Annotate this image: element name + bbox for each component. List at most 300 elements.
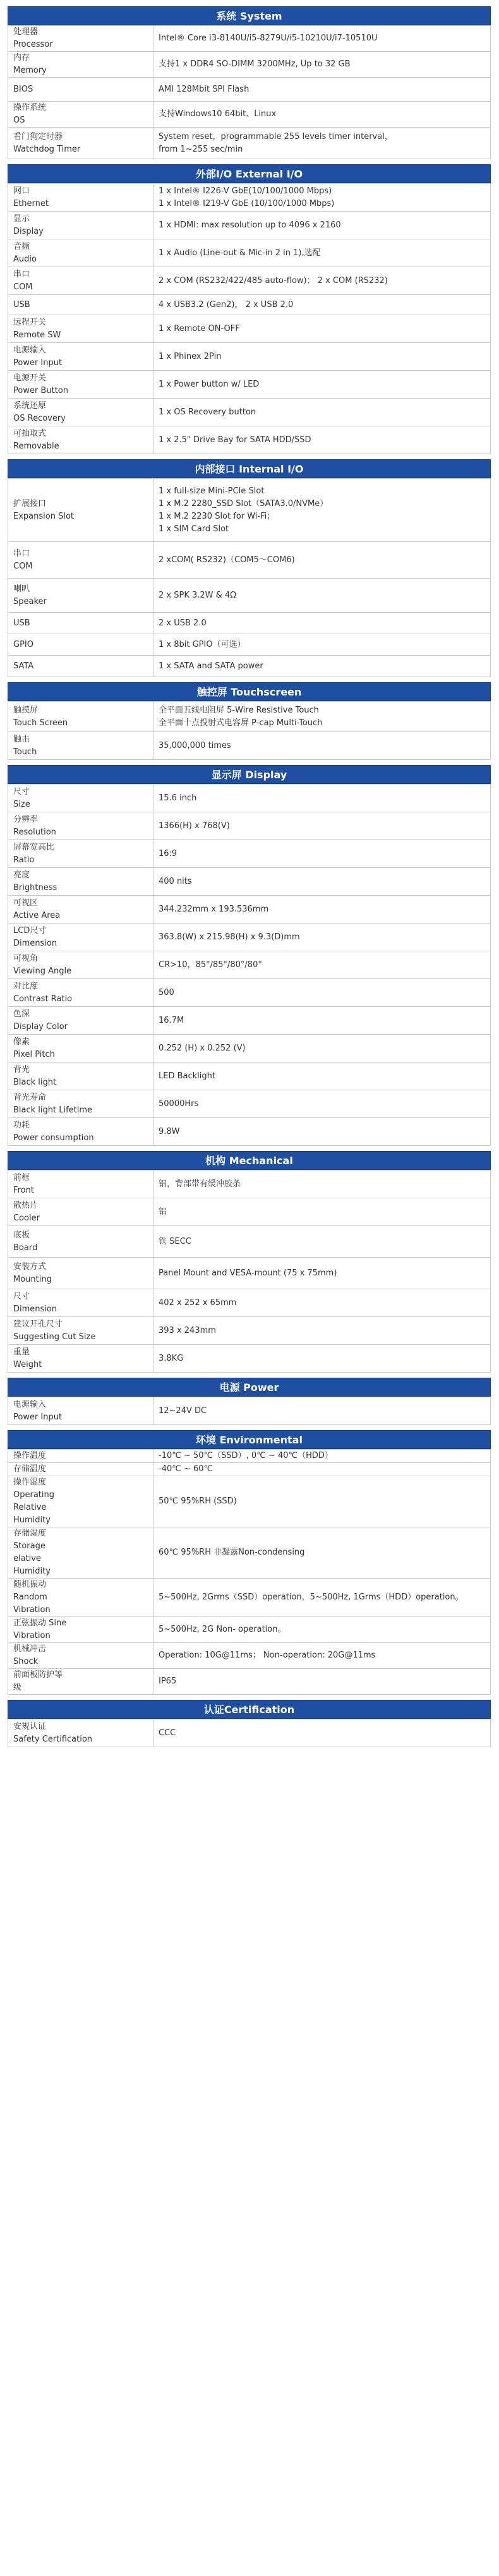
spec-section [8,765,491,1146]
spec-value [153,868,491,896]
spec-value-line: Intel® Core i3-8140U/i5-8279U/i5-10210U/i7-10510U [159,33,378,43]
spec-label-line: 前框 [13,1172,30,1183]
spec-value-line: 0.252 (H) x 0.252 (V) [159,1043,246,1053]
spec-label [8,239,153,267]
spec-label [8,52,153,78]
spec-label [8,1035,153,1062]
spec-label-line: 重量 [13,1347,30,1357]
spec-value-line: 1 x M.2 2280_SSD Slot（SATA3.0/NVMe） [159,498,328,509]
spec-label-line: Watchdog Timer [13,144,81,154]
spec-label-line: Vibration [13,1605,51,1615]
spec-label-line: Brightness [13,882,57,893]
table-row [8,78,491,102]
spec-label [8,1669,153,1695]
spec-value [153,315,491,343]
spec-value [153,26,491,52]
spec-value-line: 1 x 2.5" Drive Bay for SATA HDD/SSD [159,435,311,445]
spec-label-line: 电源开关 [13,373,47,383]
spec-value-line: 9.8W [159,1126,180,1136]
spec-value-line: 35,000,000 times [159,740,231,750]
spec-label [8,896,153,924]
spec-value-line: 1 x HDMI: max resolution up to 4096 x 2160 [159,220,341,230]
spec-label [8,78,153,102]
spec-label [8,1007,153,1035]
spec-label [8,702,153,732]
spec-label-line: Resolution [13,827,56,837]
spec-value-line: 15.6 inch [159,793,197,803]
spec-label [8,542,153,579]
spec-value-line: 5~500Hz, 2G Non- operation。 [159,1625,286,1634]
spec-label [8,656,153,677]
table-row [8,702,491,732]
spec-value [153,1035,491,1062]
spec-value [153,634,491,656]
table-row [8,1289,491,1317]
spec-label-line: 内存 [13,53,30,63]
spec-value [153,1669,491,1695]
spec-label-line: 看门狗定时器 [13,131,63,141]
spec-table [8,1170,491,1373]
spec-label-line: Storage [13,1541,45,1551]
table-row [8,1476,491,1527]
spec-value-line: 16.7M [159,1015,184,1025]
spec-label-line: GPIO [13,639,33,649]
table-row [8,1397,491,1425]
spec-label-line: OS Recovery [13,413,66,423]
spec-value-line: Operation: 10G@11ms； Non-operation: 20G@11ms [159,1651,376,1660]
spec-label-line: Display [13,226,44,236]
spec-label-line: 尺寸 [13,786,30,797]
spec-label [8,613,153,634]
spec-label-line: Power Input [13,358,63,368]
spec-label-line: 安装方式 [13,1261,47,1272]
table-row [8,868,491,896]
table-row [8,951,491,979]
spec-table [8,1719,491,1747]
table-row [8,542,491,579]
spec-label [8,1617,153,1643]
spec-label [8,1476,153,1527]
spec-label [8,1090,153,1118]
spec-label-line: Ethernet [13,198,49,208]
spec-label-line: Expansion Slot [13,511,74,521]
spec-value-line: 铝，背部带有缓冲胶条 [159,1179,241,1189]
spec-label-line: 网口 [13,186,30,196]
spec-label-line: 存储温度 [13,1464,47,1474]
table-row [8,812,491,840]
spec-value-line: System reset，programmable 255 levels timer interval， [159,131,393,141]
spec-value-line: 2 xCOM( RS232)（COM5～COM6) [159,555,295,565]
spec-label [8,426,153,454]
spec-value-line: 12~24V DC [159,1405,207,1416]
spec-value [153,732,491,760]
spec-value-line: 344.232mm x 193.536mm [159,904,269,914]
spec-label-line: 操作温度 [13,1451,47,1460]
table-row [8,1118,491,1146]
spec-value-line: 2 x COM (RS232/422/485 auto-flow)； 2 x COM (RS232) [159,275,388,286]
spec-label-line: Random [13,1592,47,1602]
spec-value-line: 1 x Intel® I219-V GbE (10/100/1000 Mbps) [159,198,335,208]
table-row [8,1643,491,1669]
spec-label [8,924,153,951]
spec-label [8,812,153,840]
spec-value [153,979,491,1007]
spec-label-line: 随机振动 [13,1580,47,1589]
spec-label-line: 背光 [13,1064,30,1074]
spec-label-line: 功耗 [13,1120,30,1130]
spec-value [153,1579,491,1617]
section-header: 系统 System [8,6,491,25]
spec-label-line: 电源输入 [13,345,47,355]
table-row [8,295,491,315]
table-row [8,1317,491,1345]
spec-value-line: 2 x SPK 3.2W & 4Ω [159,590,237,600]
spec-value [153,1062,491,1090]
spec-value [153,1258,491,1289]
spec-value-line: 50000Hrs [159,1098,199,1109]
spec-value [153,1345,491,1373]
spec-value-line: 500 [159,987,174,997]
spec-label-line: Ratio [13,855,35,865]
spec-label-line: 扩展接口 [13,498,47,509]
spec-value [153,479,491,542]
spec-label-line: 安规认证 [13,1721,47,1731]
spec-section [8,1700,491,1747]
spec-label-line: 机械冲击 [13,1644,47,1654]
spec-label [8,1258,153,1289]
table-row [8,732,491,760]
spec-label-line: Weight [13,1359,42,1369]
table-row [8,1579,491,1617]
spec-value [153,1118,491,1146]
table-row [8,399,491,426]
table-row [8,840,491,868]
spec-label [8,1719,153,1747]
spec-label-line: Touch [13,747,37,757]
spec-label [8,1118,153,1146]
spec-value [153,212,491,239]
spec-label-line: Safety Certification [13,1734,93,1744]
spec-label [8,128,153,159]
spec-label-line: Dimension [13,938,57,948]
spec-label-line: Power Input [13,1412,63,1422]
spec-value-line: 393 x 243mm [159,1325,216,1335]
table-row [8,1062,491,1090]
spec-label-line: 可视角 [13,953,39,963]
table-row [8,1450,491,1463]
spec-label-line: 处理器 [13,27,39,37]
spec-label-line: 正弦振动 Sine [13,1618,67,1628]
spec-section [8,459,491,677]
spec-label [8,26,153,52]
spec-label-line: Black light [13,1077,57,1087]
spec-label-line: 串口 [13,269,30,279]
spec-table [8,25,491,159]
table-row [8,1007,491,1035]
table-row [8,656,491,677]
section-header: 机构 Mechanical [8,1151,491,1170]
spec-label-line: 电源输入 [13,1399,47,1409]
table-row [8,1463,491,1476]
spec-value [153,1317,491,1345]
spec-value [153,613,491,634]
spec-label-line: 尺寸 [13,1291,30,1301]
spec-label [8,1527,153,1579]
table-row [8,1171,491,1198]
table-row [8,239,491,267]
spec-label-line: 散热片 [13,1200,39,1210]
section-header: 内部接口 Internal I/O [8,459,491,478]
spec-label-line: Power Button [13,385,68,395]
table-row [8,26,491,52]
spec-value [153,702,491,732]
spec-value [153,239,491,267]
spec-label-line: 像素 [13,1037,30,1047]
spec-label-line: 触摸屏 [13,705,39,715]
spec-value [153,1719,491,1747]
spec-label-line: 系统还原 [13,400,47,411]
spec-value [153,52,491,78]
spec-value [153,343,491,371]
spec-label-line: Remote SW [13,330,61,340]
spec-label-line: Pixel Pitch [13,1049,55,1059]
spec-label-line: COM [13,561,33,571]
spec-value-line: 1 x Power button w/ LED [159,379,260,389]
spec-value [153,1450,491,1463]
table-row [8,267,491,295]
table-row [8,102,491,128]
spec-label-line: 存储湿度 [13,1529,47,1538]
spec-value-line: 4 x USB3.2 (Gen2)， 2 x USB 2.0 [159,299,294,310]
spec-value-line: 1 x M.2 2230 Slot for Wi-Fi； [159,511,275,521]
spec-section [8,6,491,159]
spec-value [153,1007,491,1035]
spec-label-line: Cooler [13,1213,40,1223]
spec-label [8,371,153,399]
spec-label [8,267,153,295]
spec-label-line: 音频 [13,241,30,251]
table-row [8,1035,491,1062]
spec-label [8,1397,153,1425]
spec-value-line: Panel Mount and VESA-mount (75 x 75mm) [159,1268,337,1278]
spec-label [8,315,153,343]
spec-value [153,371,491,399]
spec-label-line: SATA [13,661,34,671]
spec-label-line: Mounting [13,1274,52,1284]
spec-value-line: 1 x Intel® I226-V GbE(10/100/1000 Mbps) [159,186,332,196]
table-row [8,979,491,1007]
spec-value-line: 1 x 8bit GPIO（可选） [159,639,246,649]
spec-label-line: 级 [13,1683,22,1692]
table-row [8,896,491,924]
spec-value [153,102,491,128]
spec-label-line: Relative [13,1503,47,1512]
spec-section [8,682,491,760]
table-row [8,1719,491,1747]
spec-value-line: 支持Windows10 64bit、Linux [159,109,277,119]
spec-value [153,1226,491,1258]
spec-section [8,164,491,454]
spec-value [153,295,491,315]
spec-label-line: Black light Lifetime [13,1105,93,1115]
spec-table [8,478,491,677]
spec-table [8,701,491,760]
spec-value-line: 50℃ 95%RH (SSD) [159,1496,237,1506]
section-header: 认证Certification [8,1700,491,1719]
spec-section [8,1378,491,1425]
spec-value [153,1397,491,1425]
spec-label-line: LCD尺寸 [13,925,47,936]
table-row [8,785,491,812]
spec-label [8,343,153,371]
spec-value [153,951,491,979]
spec-value-line: 铁 SECC [159,1236,191,1246]
spec-label [8,295,153,315]
table-row [8,1258,491,1289]
spec-value [153,579,491,613]
spec-label [8,1345,153,1373]
spec-value [153,1198,491,1226]
spec-value [153,1090,491,1118]
spec-label [8,979,153,1007]
spec-value [153,896,491,924]
spec-label-line: 前面板防护等 [13,1670,63,1680]
table-row [8,343,491,371]
spec-section [8,1430,491,1695]
spec-label-line: 可抽取式 [13,428,47,438]
spec-value [153,426,491,454]
spec-value-line: AMI 128Mbit SPI Flash [159,84,250,94]
spec-value [153,1643,491,1669]
spec-value [153,78,491,102]
spec-label-line: 建议开孔尺寸 [13,1319,63,1329]
spec-value [153,128,491,159]
spec-label-line: 操作湿度 [13,1478,47,1487]
spec-value-line: 1 x Audio (Line-out & Mic-in 2 in 1),选配 [159,248,321,258]
table-row [8,315,491,343]
spec-value [153,785,491,812]
spec-label-line: 底板 [13,1230,30,1240]
spec-table [8,183,491,454]
spec-value-line: 全平面十点投射式电容屏 P-cap Multi-Touch [159,718,323,728]
spec-value [153,1289,491,1317]
table-row [8,52,491,78]
spec-value-line: IP65 [159,1676,177,1686]
spec-value-line: 1 x SIM Card Slot [159,524,229,534]
spec-label-line: 可视区 [13,898,39,908]
spec-label-line: 分辨率 [13,814,39,824]
spec-label-line: Active Area [13,910,61,920]
spec-label [8,1289,153,1317]
spec-label [8,1317,153,1345]
spec-label-line: 喇叭 [13,584,30,594]
section-header: 显示屏 Display [8,765,491,784]
spec-label [8,1450,153,1463]
spec-value-line: 1 x Remote ON-OFF [159,323,240,334]
spec-label [8,1198,153,1226]
spec-label [8,184,153,212]
spec-label [8,785,153,812]
spec-value-line: 支持1 x DDR4 SO-DIMM 3200MHz, Up to 32 GB [159,59,351,69]
table-row [8,426,491,454]
section-header: 触控屏 Touchscreen [8,682,491,701]
spec-value-line: 402 x 252 x 65mm [159,1297,237,1308]
spec-label [8,1463,153,1476]
spec-label-line: Removable [13,441,59,451]
spec-table [8,1449,491,1695]
table-row [8,212,491,239]
spec-value [153,184,491,212]
spec-label-line: COM [13,282,33,292]
spec-value-line: 5~500Hz, 2Grms（SSD）operation，5~500Hz, 1Grms（HDD）operation。 [159,1592,464,1602]
spec-label-line: Operating [13,1490,54,1500]
spec-label-line: 色深 [13,1009,30,1019]
spec-value-line: 16:9 [159,848,177,858]
spec-label [8,634,153,656]
spec-value-line: LED Backlight [159,1071,215,1081]
spec-value [153,267,491,295]
spec-label-line: Board [13,1243,38,1253]
spec-value [153,542,491,579]
table-row [8,1198,491,1226]
spec-value-line: 3.8KG [159,1353,184,1363]
spec-label-line: BIOS [13,84,33,94]
spec-table [8,1397,491,1425]
spec-label-line: USB [13,299,30,310]
spec-label-line: 远程开关 [13,317,47,327]
spec-value [153,656,491,677]
table-row [8,1527,491,1579]
spec-value-line: 60℃ 95%RH 非凝露Non-condensing [159,1548,305,1557]
spec-label [8,1643,153,1669]
spec-value-line: 1 x OS Recovery button [159,407,256,417]
spec-label-line: 操作系统 [13,103,47,112]
spec-sheet [8,6,491,1747]
spec-label-line: Vibration [13,1631,51,1640]
spec-label-line: Speaker [13,596,47,606]
spec-label-line: USB [13,618,30,628]
spec-table [8,784,491,1146]
spec-label [8,399,153,426]
spec-label-line: Contrast Ratio [13,994,73,1004]
spec-value-line: 1 x SATA and SATA power [159,661,263,671]
spec-label-line: Suggesting Cut Size [13,1332,96,1342]
spec-value-line: 2 x USB 2.0 [159,618,207,628]
spec-value-line: 1 x Phinex 2Pin [159,351,222,361]
table-row [8,1226,491,1258]
table-row [8,184,491,212]
spec-value-line: 400 nits [159,876,192,886]
spec-label-line: Audio [13,254,37,264]
spec-label-line: 对比度 [13,981,39,991]
spec-value [153,924,491,951]
table-row [8,579,491,613]
spec-label-line: Humidity [13,1567,51,1576]
spec-label-line: 显示 [13,214,30,224]
spec-value [153,812,491,840]
table-row [8,128,491,159]
spec-label-line: elative [13,1554,41,1563]
spec-label [8,212,153,239]
section-header: 外部I/O External I/O [8,164,491,183]
spec-label [8,1062,153,1090]
spec-label-line: Viewing Angle [13,966,72,976]
spec-label-line: 触击 [13,734,30,744]
table-row [8,613,491,634]
spec-value-line: 363.8(W) x 215.98(H) x 9.3(D)mm [159,932,300,942]
spec-label-line: OS [13,116,25,125]
spec-label [8,479,153,542]
